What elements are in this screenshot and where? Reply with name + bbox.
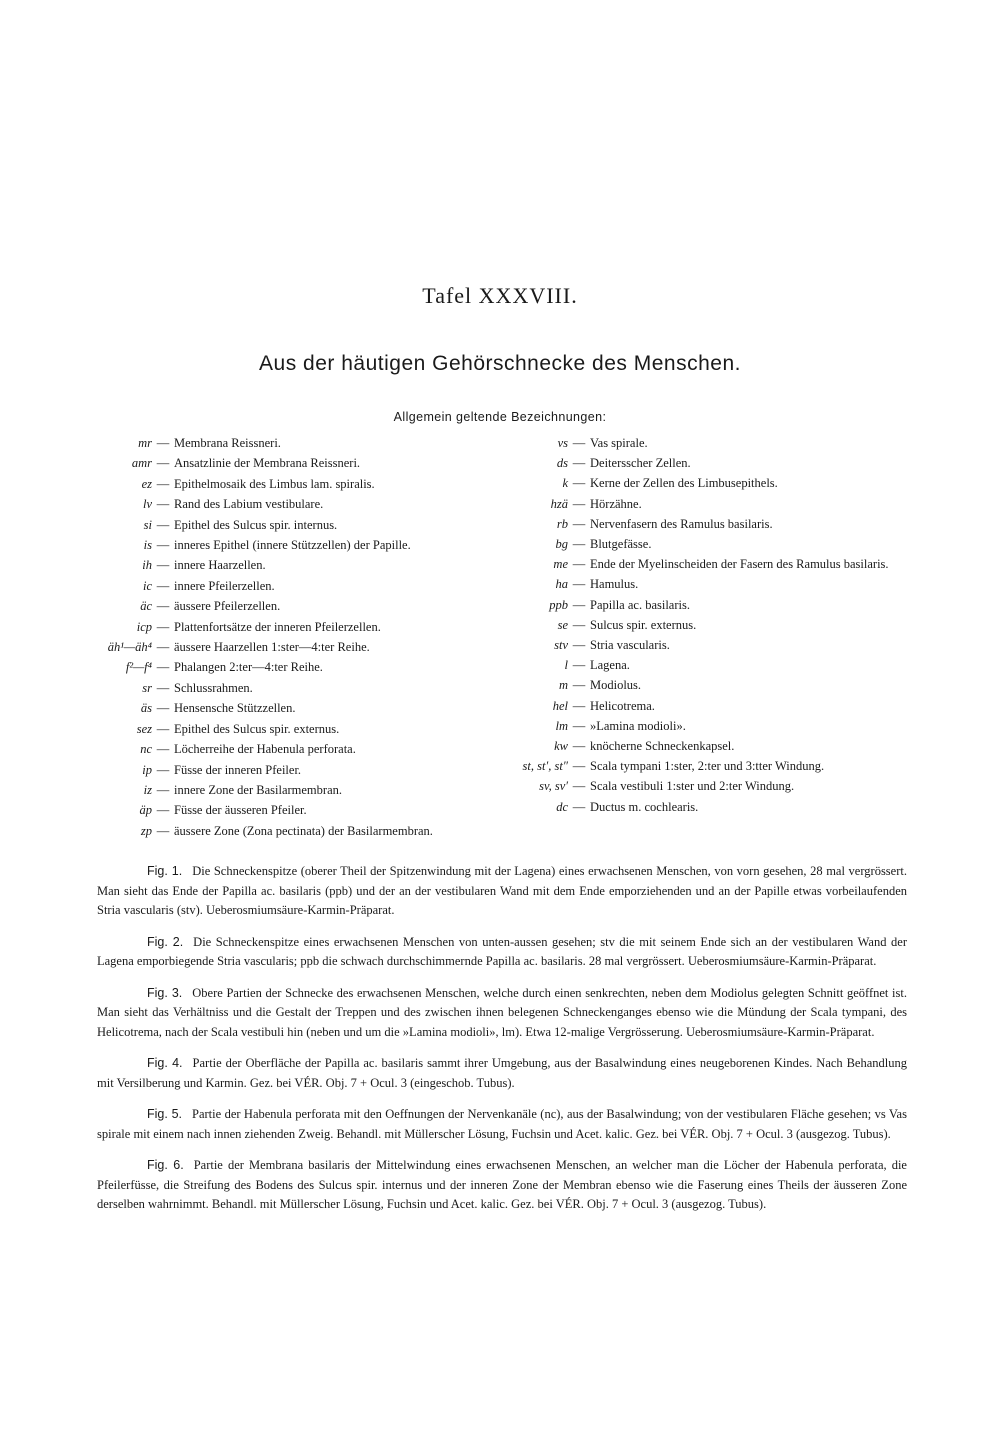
legend-desc: »Lamina modioli». <box>590 718 686 733</box>
figure-label: Fig. 4. <box>147 1056 183 1070</box>
legend-entry <box>500 655 920 675</box>
legend-dash: — <box>572 496 586 511</box>
figure-text: Die Schneckenspitze (oberer Theil der Spitzenwindung mit der Lagena) eines erwachsenen Menschen, von vorn gesehen, 28 mal vergrössert. Man sieht das Ende der Papilla ac. basilaris (ppb) und der an der vestibularen Wand mit dem Ende emporziehenden und an der Papille etwas vorbeilaufenden Stria vascularis (stv). Ueberosmiumsäure-Karmin-Präparat. <box>97 864 907 917</box>
figure-caption <box>97 1054 907 1093</box>
figure-captions <box>97 862 907 1227</box>
legend-desc: Hensensche Stützzellen. <box>174 701 296 716</box>
legend-desc: inneres Epithel (innere Stützzellen) der Papille. <box>174 538 411 553</box>
legend-dash: — <box>572 759 586 774</box>
legend-abbr: k <box>562 476 568 491</box>
legend-dash: — <box>156 538 170 553</box>
legend-left-column <box>92 433 512 841</box>
legend-abbr: mr <box>138 436 152 450</box>
legend-abbr: st, st′, st″ <box>522 759 568 774</box>
legend-dash: — <box>156 476 170 491</box>
legend-abbr: f²—f⁴ <box>125 660 152 675</box>
legend-dash: — <box>156 517 170 532</box>
legend-dash: — <box>156 436 170 450</box>
legend-desc: Löcherreihe der Habenula perforata. <box>174 742 356 757</box>
legend-dash: — <box>156 782 170 797</box>
legend-abbr: se <box>557 617 568 632</box>
legend-abbr: lv <box>142 497 152 512</box>
figure-label: Fig. 5. <box>147 1107 183 1121</box>
legend-dash: — <box>156 742 170 757</box>
figure-label: Fig. 1. <box>147 864 183 878</box>
legend-entry <box>500 595 920 615</box>
legend-entry <box>500 534 920 554</box>
legend-desc: Modiolus. <box>590 678 642 693</box>
legend-entry <box>500 574 920 594</box>
legend-entry <box>92 678 512 698</box>
legend-abbr: lm <box>555 718 568 733</box>
legend-desc: Papilla ac. basilaris. <box>590 597 690 612</box>
legend-entry <box>92 657 512 677</box>
legend-dash: — <box>156 456 170 471</box>
legend-entry <box>500 635 920 655</box>
legend-title: Allgemein geltende Bezeichnungen: <box>393 410 607 424</box>
legend-dash: — <box>572 456 586 471</box>
legend-desc: innere Pfeilerzellen. <box>174 578 275 593</box>
legend-desc: Nervenfasern des Ramulus basilaris. <box>590 516 773 531</box>
legend-entry <box>500 615 920 635</box>
legend-entry <box>92 739 512 759</box>
legend-abbr: is <box>143 538 152 553</box>
figure-caption <box>97 1105 907 1144</box>
legend-abbr: ez <box>141 476 152 491</box>
legend-entry <box>500 453 920 473</box>
legend-dash: — <box>572 799 586 814</box>
legend-entry <box>500 696 920 716</box>
legend-entry <box>92 821 512 841</box>
legend-desc: Hörzähne. <box>590 496 642 511</box>
legend-entry <box>500 736 920 756</box>
legend-dash: — <box>156 762 170 777</box>
legend-dash: — <box>156 823 170 838</box>
legend-desc: Vas spirale. <box>590 436 648 450</box>
legend-dash: — <box>572 537 586 552</box>
legend-desc: innere Zone der Basilarmembran. <box>174 782 342 797</box>
legend-entry <box>92 617 512 637</box>
legend-abbr: vs <box>557 436 568 450</box>
legend-abbr: me <box>553 557 568 572</box>
legend-desc: Phalangen 2:ter—4:ter Reihe. <box>174 660 323 675</box>
figure-caption <box>97 984 907 1043</box>
legend-entry <box>92 433 512 453</box>
figure-text: Partie der Oberfläche der Papilla ac. basilaris sammt ihrer Umgebung, aus der Basalwindung eines neugeborenen Kindes. Nach Behandlung mit Versilberung und Karmin. Gez. bei VÉR. Obj. 7 + Ocul. 3 (eingeschob. Tubus). <box>97 1056 907 1090</box>
legend-entry <box>500 433 920 453</box>
legend-dash: — <box>572 658 586 673</box>
legend-abbr: icp <box>136 619 152 634</box>
main-title: Aus der häutigen Gehörschnecke des Menschen. <box>259 352 741 375</box>
legend-dash: — <box>572 577 586 592</box>
legend-dash: — <box>156 619 170 634</box>
legend-dash: — <box>156 803 170 818</box>
legend-dash: — <box>572 617 586 632</box>
legend-entry <box>500 675 920 695</box>
legend-desc: Rand des Labium vestibulare. <box>174 497 324 512</box>
legend-desc: Ende der Myelinscheiden der Fasern des Ramulus basilaris. <box>590 557 889 572</box>
legend-desc: Membrana Reissneri. <box>174 436 281 450</box>
legend-abbr: ic <box>142 578 152 593</box>
legend-dash: — <box>572 718 586 733</box>
legend-abbr: äh¹—äh⁴ <box>107 640 152 655</box>
legend-desc: äussere Zone (Zona pectinata) der Basilarmembran. <box>174 823 433 838</box>
legend-abbr: äc <box>140 599 152 614</box>
legend-dash: — <box>156 497 170 512</box>
legend-desc: Ductus m. cochlearis. <box>590 799 699 814</box>
legend-dash: — <box>156 701 170 716</box>
legend-desc: äussere Pfeilerzellen. <box>174 599 281 614</box>
legend-abbr: m <box>558 678 568 693</box>
figure-caption <box>97 933 907 972</box>
legend-entry <box>92 596 512 616</box>
legend-abbr: nc <box>140 742 152 757</box>
legend-dash: — <box>156 578 170 593</box>
legend-desc: Stria vascularis. <box>590 638 670 653</box>
legend-dash: — <box>572 739 586 754</box>
legend-dash: — <box>156 558 170 573</box>
legend-dash: — <box>572 698 586 713</box>
legend-dash: — <box>156 680 170 695</box>
legend-desc: Epithel des Sulcus spir. externus. <box>174 721 340 736</box>
legend-abbr: äp <box>139 803 152 818</box>
legend-entry <box>92 494 512 514</box>
legend-entry <box>500 776 920 796</box>
legend-abbr: kw <box>554 739 568 754</box>
figure-caption <box>97 1156 907 1215</box>
legend-abbr: ip <box>142 762 152 777</box>
legend-abbr: äs <box>140 701 152 716</box>
legend-desc: Füsse der inneren Pfeiler. <box>174 762 302 777</box>
figure-label: Fig. 2. <box>147 934 184 949</box>
legend-abbr: rb <box>556 516 568 531</box>
legend-abbr: iz <box>143 782 152 797</box>
legend-abbr: hzä <box>550 496 568 511</box>
figure-caption <box>97 862 907 921</box>
legend-desc: Ansatzlinie der Membrana Reissneri. <box>174 456 361 471</box>
legend-desc: Sulcus spir. externus. <box>590 617 697 632</box>
legend-desc: Lagena. <box>590 658 630 673</box>
legend-abbr: l <box>564 658 568 673</box>
legend-entry <box>92 576 512 596</box>
legend-entry <box>92 515 512 535</box>
legend-desc: knöcherne Schneckenkapsel. <box>590 739 735 754</box>
legend-abbr: sr <box>142 680 152 695</box>
legend-entry <box>92 800 512 820</box>
legend-abbr: hel <box>552 698 568 713</box>
legend-entry <box>92 555 512 575</box>
legend-abbr: si <box>143 517 152 532</box>
plate-title: Tafel XXXVIII. <box>422 283 578 308</box>
legend-desc: Blutgefässe. <box>590 537 652 552</box>
legend-dash: — <box>156 721 170 736</box>
legend-desc: Helicotrema. <box>590 698 655 713</box>
legend-desc: innere Haarzellen. <box>174 558 266 573</box>
figure-label: Fig. 6. <box>147 1158 184 1172</box>
legend-entry <box>500 756 920 776</box>
legend-entry <box>500 716 920 736</box>
legend-abbr: sez <box>136 721 152 736</box>
legend-entry <box>92 760 512 780</box>
legend-abbr: ds <box>556 456 568 471</box>
legend-dash: — <box>572 516 586 531</box>
legend-desc: Plattenfortsätze der inneren Pfeilerzellen. <box>174 619 381 634</box>
legend-desc: äussere Haarzellen 1:ster—4:ter Reihe. <box>174 640 370 655</box>
legend-desc: Hamulus. <box>590 577 639 592</box>
legend-desc: Kerne der Zellen des Limbusepithels. <box>590 476 778 491</box>
legend-abbr: ih <box>142 558 152 573</box>
legend-dash: — <box>156 640 170 655</box>
legend-dash: — <box>156 599 170 614</box>
legend-entry <box>92 637 512 657</box>
legend-entry <box>500 797 920 817</box>
legend-dash: — <box>572 436 586 450</box>
figure-label: Fig. 3. <box>147 985 183 1000</box>
legend-entry <box>92 535 512 555</box>
legend-abbr: bg <box>555 537 568 552</box>
legend-dash: — <box>572 557 586 572</box>
legend-desc: Epithel des Sulcus spir. internus. <box>174 517 338 532</box>
figure-text: Obere Partien der Schnecke des erwachsenen Menschen, welche durch einen senkrechten, neben dem Modiolus gelegten Schnitt geöffnet ist. Man sieht das Verhältniss und die Gestalt der Treppen und des zwischen ihnen belegenen Schneckenganges ebenso wie die Mündung der Scala tympani, des Helicotrema, nach der Scala vestibuli hin (neben und um die »Lamina modioli», lm). Etwa 12-malige Vergrösserung. Ueberosmiumsäure-Karmin-Präparat. <box>97 985 907 1039</box>
legend-desc: Deitersscher Zellen. <box>590 456 691 471</box>
figure-text: Partie der Habenula perforata mit den Oeffnungen der Nervenkanäle (nc), aus der Basalwindung; von der vestibularen Fläche gesehen; vs Vas spirale mit einem nach innen ziehenden Zweig. Behandl. mit Müllerscher Lösung, Fuchsin und Acet. kalic. Gez. bei VÉR. Obj. 7 + Ocul. 3 (ausgezog. Tubus). <box>97 1107 907 1141</box>
legend-entry <box>92 453 512 473</box>
legend-abbr: ppb <box>549 597 568 612</box>
legend-entry <box>92 780 512 800</box>
legend-dash: — <box>572 476 586 491</box>
legend-abbr: dc <box>556 799 568 814</box>
legend-right-column <box>500 433 920 817</box>
legend-entry <box>500 554 920 574</box>
legend-desc: Scala vestibuli 1:ster und 2:ter Windung. <box>590 779 795 794</box>
legend-dash: — <box>572 638 586 653</box>
legend-abbr: ha <box>555 577 568 592</box>
legend-dash: — <box>572 597 586 612</box>
legend-abbr: zp <box>140 823 152 838</box>
legend-desc: Füsse der äusseren Pfeiler. <box>174 803 307 818</box>
legend-desc: Scala tympani 1:ster, 2:ter und 3:tter Windung. <box>590 759 825 774</box>
legend-entry <box>92 474 512 494</box>
legend-desc: Schlussrahmen. <box>174 680 253 695</box>
legend-abbr: amr <box>131 456 152 471</box>
figure-text: Partie der Membrana basilaris der Mittelwindung eines erwachsenen Menschen, an welcher man die Löcher der Habenula perforata, die Pfeilerfüsse, die Streifung des Bodens des Sulcus spir. internus und der inneren Zone der Membran ebenso wie die Faserung eines Theils der äusseren Zone derselben wahrnimmt. Behandl. mit Müllerscher Lösung, Fuchsin und Acet. kalic. Gez. bei VÉR. Obj. 7 + Ocul. 3 (ausgezog. Tubus). <box>97 1158 907 1211</box>
legend-dash: — <box>572 678 586 693</box>
legend-dash: — <box>156 660 170 675</box>
legend-entry <box>500 514 920 534</box>
legend-entry <box>92 719 512 739</box>
legend-entry <box>500 494 920 514</box>
legend-abbr: stv <box>554 638 568 653</box>
figure-text: Die Schneckenspitze eines erwachsenen Menschen von unten-aussen gesehen; stv die mit seinem Ende sich an der vestibularen Wand der Lagena emporbiegende Stria vascularis; ppb die schwach durchschimmernde Papilla ac. basilaris. 28 mal vergrössert. Ueberosmiumsäure-Karmin-Präparat. <box>97 934 907 968</box>
legend-desc: Epithelmosaik des Limbus lam. spiralis. <box>174 476 375 491</box>
legend-entry <box>92 698 512 718</box>
legend-entry <box>500 473 920 493</box>
legend-abbr: sv, sv′ <box>539 779 568 794</box>
legend-dash: — <box>572 779 586 794</box>
